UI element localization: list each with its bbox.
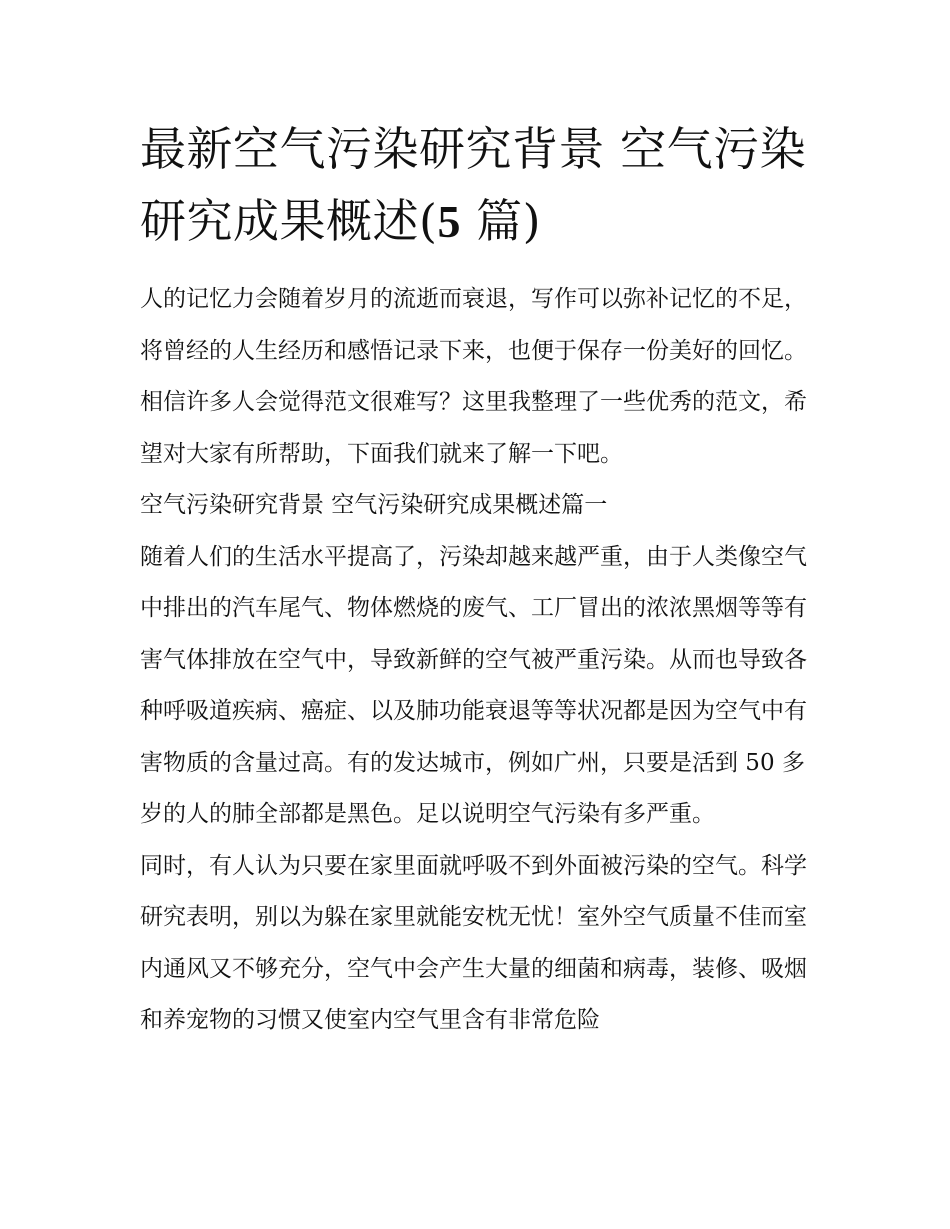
document-body	[140, 274, 812, 1047]
intro-paragraph: 人的记忆力会随着岁月的流逝而衰退，写作可以弥补记忆的不足，将曾经的人生经历和感悟记录下来，也便于保存一份美好的回忆。相信许多人会觉得范文很难写？这里我整理了一些优秀的范文，希望对大家有所帮助，下面我们就来了解一下吧。	[140, 286, 807, 467]
section-heading: 空气污染研究背景 空气污染研究成果概述篇一	[140, 492, 608, 518]
title-text-end: 篇)	[460, 194, 542, 248]
body-paragraph: 同时，有人认为只要在家里面就呼吸不到外面被污染的空气。科学研究表明，别以为躲在家里就能安枕无忧！室外空气质量不佳而室内通风又不够充分，空气中会产生大量的细菌和病毒，装修、吸烟和养宠物的习惯又使室内空气里含有非常危险	[140, 852, 807, 1033]
body-paragraph: 随着人们的生活水平提高了，污染却越来越严重，由于人类像空气中排出的汽车尾气、物体燃烧的废气、工厂冒出的浓浓黑烟等等有害气体排放在空气中，导致新鲜的空气被严重污染。从而也导致各种呼吸道疾病、癌症、以及肺功能衰退等等状况都是因为空气中有害物质的含量过高。有的发达城市，例如广州，只要是活到 50 多岁的人的肺全部都是黑色。足以说明空气污染有多严重。	[140, 543, 807, 827]
title-text-main: 最新空气污染研究背景 空气污染研究成果概述(	[140, 122, 807, 248]
title-count: 5	[437, 196, 461, 247]
document-title	[140, 113, 812, 258]
document-page	[140, 113, 812, 1047]
